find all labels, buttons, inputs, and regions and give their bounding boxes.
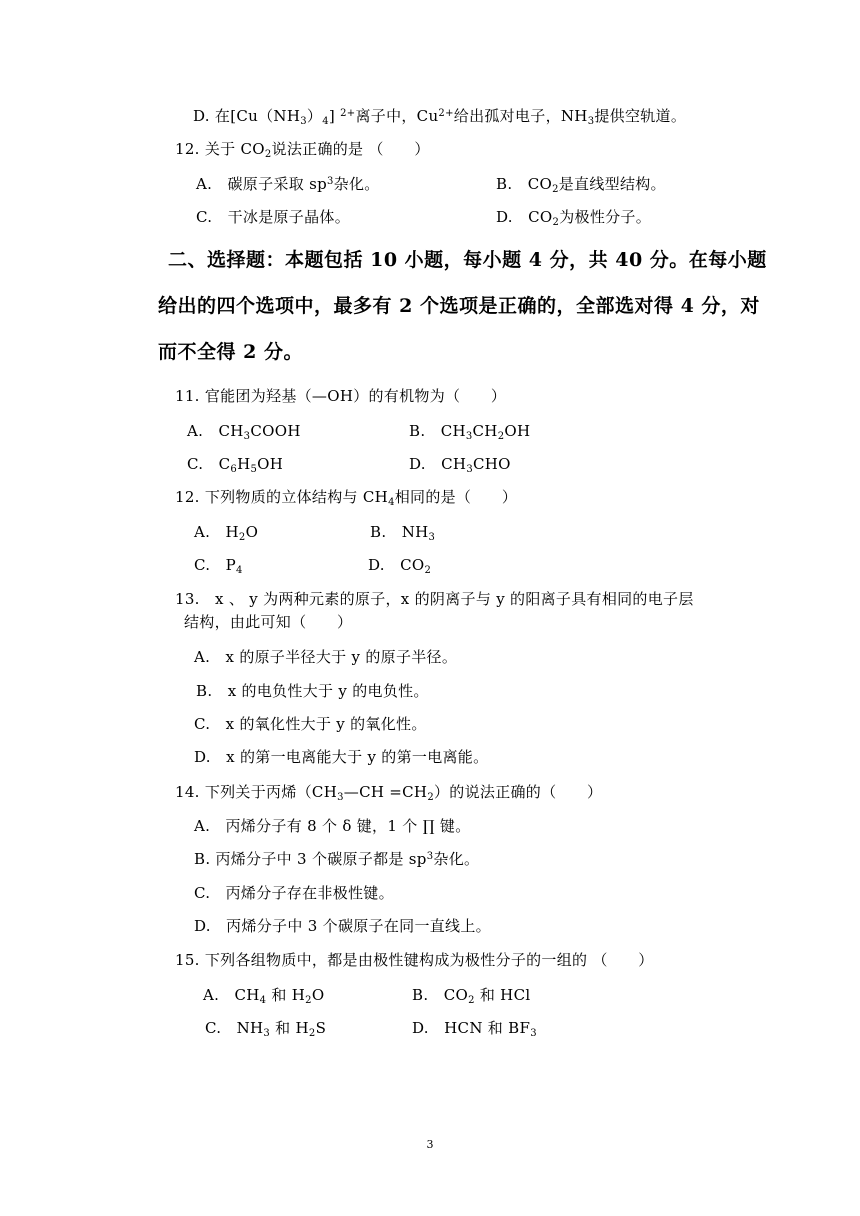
- question-13-stem-line-2: 结构，由此可知（ ）: [184, 613, 353, 631]
- question-13-option-d: D. x 的第一电离能大于 y 的第一电离能。: [194, 748, 489, 766]
- question-15-stem: 15. 下列各组物质中，都是由极性键构成为极性分子的一组的 （ ）: [175, 951, 654, 969]
- question-15-option-b: B. $CO_2$ 和 HCl: [412, 986, 531, 1006]
- question-12b-stem: 12. 下列物质的立体结构与 $CH_4$相同的是（ ）: [175, 488, 518, 508]
- question-12b-option-b: B. $NH_3$: [370, 523, 436, 543]
- section-2-line-1: 二、选择题：本题包括 10 小题，每小题 4 分，共 40 分。在每小题: [168, 249, 767, 271]
- section-2-line-3: 而不全得 2 分。: [158, 341, 303, 363]
- question-13-option-c: C. x 的氧化性大于 y 的氧化性。: [194, 715, 427, 733]
- prev-question-option-d: D. 在$[Cu(NH_3)_4]$ $^{2+}$离子中，$Cu^{2+}$给出孤对电子，$NH_3$提供空轨道。: [193, 107, 687, 127]
- question-12a-option-b: B. $CO_2$是直线型结构。: [496, 175, 666, 195]
- question-12a-option-d: D. $CO_2$为极性分子。: [496, 208, 652, 228]
- question-14-stem: 14. 下列关于丙烯$(CH_3—CH =CH_2)$的说法正确的（ ）: [175, 783, 603, 803]
- section-2-heading: [158, 237, 808, 375]
- question-13-option-b: B. x 的电负性大于 y 的电负性。: [196, 682, 429, 700]
- question-12b-option-a: A. $H_2O$: [194, 523, 259, 543]
- question-15-option-a: A. $CH_4$ 和 $H_2O$: [203, 986, 325, 1006]
- question-14-option-a: A. 丙烯分子有 8 个 δ 键，1 个 ∏ 键。: [194, 817, 471, 835]
- question-13-option-a: A. x 的原子半径大于 y 的原子半径。: [194, 648, 458, 666]
- question-11-option-d: D. $CH_3CHO$: [409, 455, 511, 475]
- question-12b-option-d: D. $CO_2$: [368, 556, 432, 576]
- question-14-option-d: D. 丙烯分子中 3 个碳原子在同一直线上。: [194, 917, 491, 935]
- question-14-option-c: C. 丙烯分子存在非极性键。: [194, 884, 394, 902]
- question-11-option-c: C. $C_6H_5OH$: [187, 455, 284, 475]
- question-15-option-c: C. $NH_3$ 和 $H_2S$: [205, 1019, 327, 1039]
- question-11-option-b: B. $CH_3CH_2OH$: [409, 422, 531, 442]
- page-number: 3: [426, 1138, 434, 1151]
- question-12a-option-a: A. 碳原子采取 $sp^3$杂化。: [196, 175, 380, 193]
- section-2-line-2: 给出的四个选项中，最多有 2 个选项是正确的，全部选对得 4 分，对: [158, 295, 760, 317]
- question-11-stem: 11. 官能团为羟基（—OH）的有机物为（ ）: [175, 387, 507, 405]
- question-11-option-a: A. $CH_3COOH$: [187, 422, 301, 442]
- question-14-option-b: B. 丙烯分子中 3 个碳原子都是 $sp^3$杂化。: [194, 850, 480, 868]
- question-15-option-d: D. HCN 和 $BF_3$: [412, 1019, 537, 1039]
- question-12b-option-c: C. $P_4$: [194, 556, 243, 576]
- question-12a-stem: 12. 关于 $CO_2$说法正确的是 （ ）: [175, 140, 430, 160]
- question-12a-option-c: C. 干冰是原子晶体。: [196, 208, 351, 226]
- question-13-stem-line-1: 13. x 、 y 为两种元素的原子，x 的阴离子与 y 的阳离子具有相同的电子层: [175, 590, 694, 608]
